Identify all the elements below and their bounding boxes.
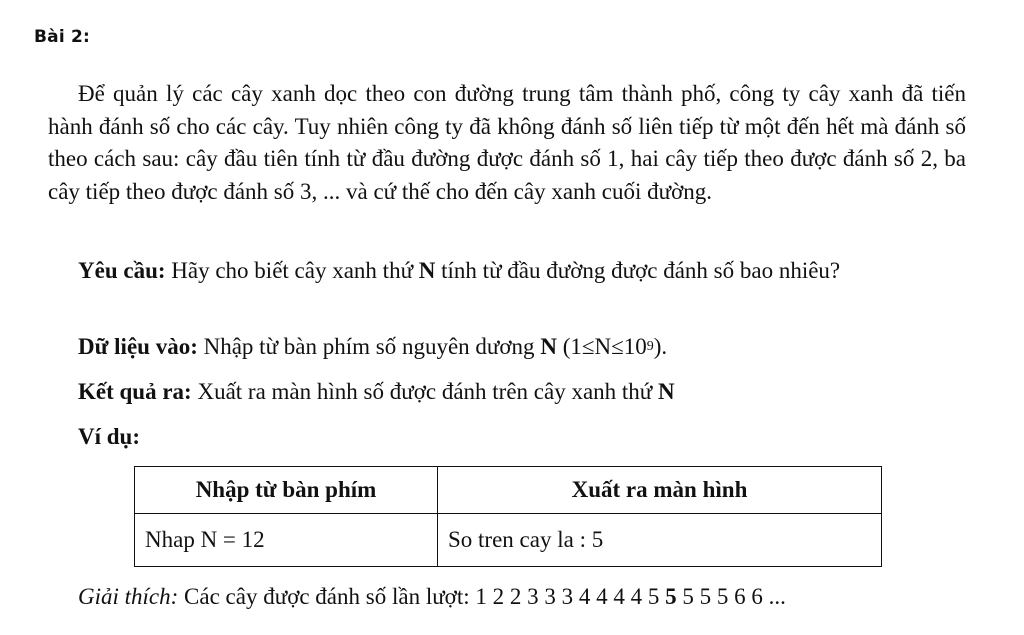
example-label: Ví dụ: [78,424,140,449]
requirement-label: Yêu cầu: [78,258,166,283]
input-spec-constraint-open: (1≤N≤10 [556,334,647,359]
requirement-text-a: Hãy cho biết cây xanh thứ [165,258,419,283]
output-spec-line [78,379,675,405]
example-table-cell-output: So tren cay la : 5 [438,514,882,567]
requirement-text-b: tính từ đầu đường được đánh số bao nhiêu? [435,258,841,283]
output-spec-n: N [658,379,675,404]
example-table-header-output: Xuất ra màn hình [438,467,882,514]
input-spec-line [78,334,667,360]
exercise-heading: Bài 2: [34,27,91,47]
explanation-label: Giải thích: [78,584,179,609]
explanation-text-b: 5 5 5 6 6 ... [676,584,786,609]
problem-description: Để quản lý các cây xanh dọc theo con đường trung tâm thành phố, công ty cây xanh đã tiến hành đánh số cho các cây. Tuy nhiên công ty đã không đánh số liên tiếp từ một đến hết mà đánh số theo cách sau: cây đầu tiên tính từ đầu đường được đánh số 1, hai cây tiếp theo được đánh số 2, ba cây tiếp theo được đánh số 3, ... và cứ thế cho đến cây xanh cuối đường. [48,81,966,204]
explanation-line [78,584,786,610]
output-spec-text: Xuất ra màn hình số được đánh trên cây xanh thứ [191,379,659,404]
input-spec-label: Dữ liệu vào: [78,334,198,359]
example-table [134,466,882,567]
requirement-n: N [418,258,436,283]
output-spec-label: Kết quả ra: [78,379,192,404]
example-table-cell-input: Nhap N = 12 [135,514,438,567]
requirement-paragraph [48,255,966,288]
example-table-header-row [135,467,882,514]
input-spec-n: N [540,334,557,359]
input-spec-exponent: 9 [646,339,654,354]
table-row [135,514,882,567]
explanation-highlight: 5 [665,584,677,609]
example-table-header-input: Nhập từ bàn phím [135,467,438,514]
explanation-text-a: Các cây được đánh số lần lượt: 1 2 2 3 3 3 4 4 4 4 5 [178,584,666,609]
input-spec-constraint-close: ). [653,334,668,359]
input-spec-text: Nhập từ bàn phím số nguyên dương [197,334,541,359]
